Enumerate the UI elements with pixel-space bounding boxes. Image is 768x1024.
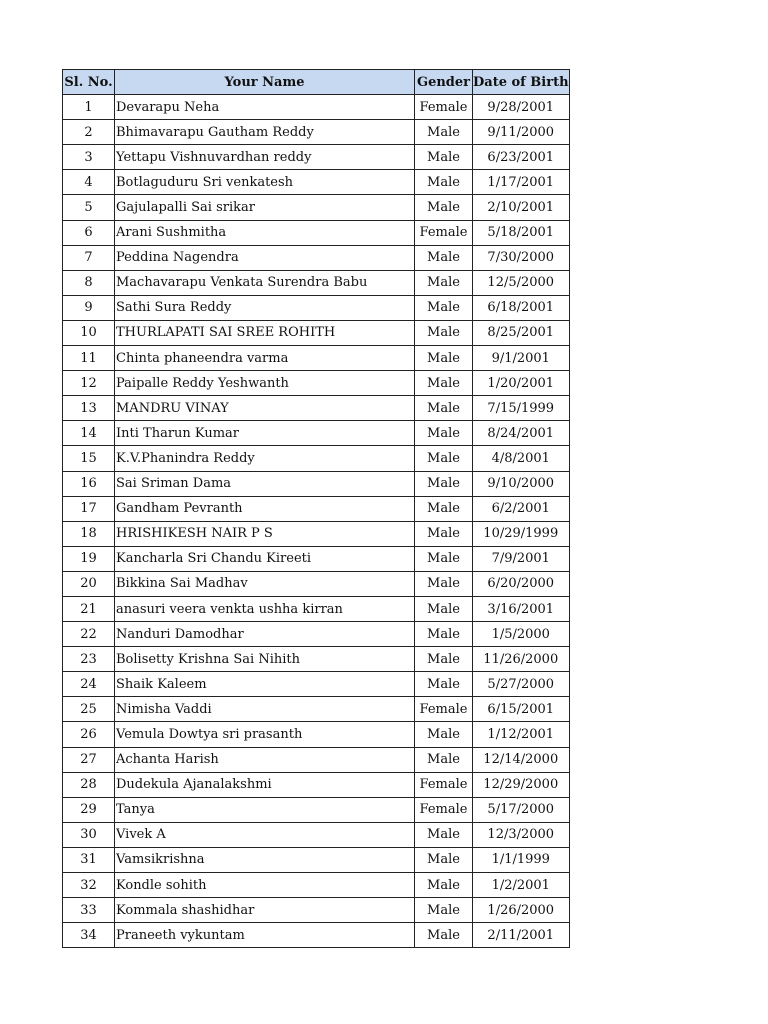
cell-date-of-birth: 5/27/2000 bbox=[473, 672, 570, 697]
cell-name: Botlaguduru Sri venkatesh bbox=[115, 170, 415, 195]
cell-name: Vemula Dowtya sri prasanth bbox=[115, 722, 415, 747]
cell-gender: Male bbox=[415, 170, 473, 195]
cell-gender: Female bbox=[415, 797, 473, 822]
cell-date-of-birth: 1/20/2001 bbox=[473, 371, 570, 396]
cell-sl-no: 4 bbox=[63, 170, 115, 195]
cell-sl-no: 29 bbox=[63, 797, 115, 822]
cell-sl-no: 34 bbox=[63, 923, 115, 948]
cell-gender: Male bbox=[415, 245, 473, 270]
cell-name: Kommala shashidhar bbox=[115, 898, 415, 923]
header-sl-no: Sl. No. bbox=[63, 70, 115, 95]
cell-date-of-birth: 7/9/2001 bbox=[473, 546, 570, 571]
cell-gender: Male bbox=[415, 270, 473, 295]
cell-date-of-birth: 12/5/2000 bbox=[473, 270, 570, 295]
cell-gender: Male bbox=[415, 521, 473, 546]
cell-sl-no: 9 bbox=[63, 295, 115, 320]
table-body bbox=[63, 95, 570, 948]
cell-sl-no: 12 bbox=[63, 371, 115, 396]
cell-name: Machavarapu Venkata Surendra Babu bbox=[115, 270, 415, 295]
cell-name: MANDRU VINAY bbox=[115, 396, 415, 421]
header-your-name: Your Name bbox=[115, 70, 415, 95]
cell-date-of-birth: 1/17/2001 bbox=[473, 170, 570, 195]
table-row bbox=[63, 722, 570, 747]
table-row bbox=[63, 822, 570, 847]
cell-name: Arani Sushmitha bbox=[115, 220, 415, 245]
cell-sl-no: 27 bbox=[63, 747, 115, 772]
cell-gender: Male bbox=[415, 371, 473, 396]
table-row bbox=[63, 747, 570, 772]
header-gender: Gender bbox=[415, 70, 473, 95]
cell-sl-no: 26 bbox=[63, 722, 115, 747]
cell-gender: Male bbox=[415, 496, 473, 521]
table-row bbox=[63, 270, 570, 295]
cell-sl-no: 25 bbox=[63, 697, 115, 722]
cell-sl-no: 2 bbox=[63, 120, 115, 145]
cell-sl-no: 23 bbox=[63, 647, 115, 672]
cell-name: Gandham Pevranth bbox=[115, 496, 415, 521]
cell-name: HRISHIKESH NAIR P S bbox=[115, 521, 415, 546]
cell-gender: Male bbox=[415, 873, 473, 898]
table-row bbox=[63, 873, 570, 898]
cell-sl-no: 10 bbox=[63, 320, 115, 345]
cell-date-of-birth: 6/18/2001 bbox=[473, 295, 570, 320]
cell-name: K.V.Phanindra Reddy bbox=[115, 446, 415, 471]
cell-name: Inti Tharun Kumar bbox=[115, 421, 415, 446]
cell-name: Paipalle Reddy Yeshwanth bbox=[115, 371, 415, 396]
cell-gender: Male bbox=[415, 898, 473, 923]
cell-name: Peddina Nagendra bbox=[115, 245, 415, 270]
cell-date-of-birth: 12/29/2000 bbox=[473, 772, 570, 797]
table-row bbox=[63, 571, 570, 596]
cell-sl-no: 19 bbox=[63, 546, 115, 571]
table-row bbox=[63, 220, 570, 245]
table-row bbox=[63, 797, 570, 822]
cell-name: Gajulapalli Sai srikar bbox=[115, 195, 415, 220]
table-row bbox=[63, 898, 570, 923]
table-row bbox=[63, 647, 570, 672]
table-row bbox=[63, 195, 570, 220]
cell-sl-no: 33 bbox=[63, 898, 115, 923]
cell-name: Bolisetty Krishna Sai Nihith bbox=[115, 647, 415, 672]
cell-name: Devarapu Neha bbox=[115, 95, 415, 120]
student-table bbox=[62, 69, 570, 948]
table-row bbox=[63, 145, 570, 170]
table-row bbox=[63, 371, 570, 396]
cell-date-of-birth: 2/11/2001 bbox=[473, 923, 570, 948]
cell-gender: Male bbox=[415, 747, 473, 772]
table-row bbox=[63, 496, 570, 521]
table-row bbox=[63, 546, 570, 571]
table-row bbox=[63, 772, 570, 797]
cell-gender: Male bbox=[415, 195, 473, 220]
cell-gender: Male bbox=[415, 446, 473, 471]
cell-name: Chinta phaneendra varma bbox=[115, 346, 415, 371]
cell-gender: Male bbox=[415, 145, 473, 170]
table-header-row bbox=[63, 70, 570, 95]
cell-sl-no: 6 bbox=[63, 220, 115, 245]
cell-sl-no: 28 bbox=[63, 772, 115, 797]
cell-date-of-birth: 8/25/2001 bbox=[473, 320, 570, 345]
cell-gender: Male bbox=[415, 120, 473, 145]
cell-sl-no: 24 bbox=[63, 672, 115, 697]
cell-date-of-birth: 11/26/2000 bbox=[473, 647, 570, 672]
cell-gender: Female bbox=[415, 95, 473, 120]
table-row bbox=[63, 471, 570, 496]
cell-gender: Male bbox=[415, 847, 473, 872]
cell-name: Nimisha Vaddi bbox=[115, 697, 415, 722]
student-table-sheet bbox=[62, 69, 570, 948]
cell-sl-no: 11 bbox=[63, 346, 115, 371]
cell-sl-no: 16 bbox=[63, 471, 115, 496]
cell-gender: Male bbox=[415, 822, 473, 847]
cell-sl-no: 1 bbox=[63, 95, 115, 120]
cell-sl-no: 22 bbox=[63, 622, 115, 647]
cell-gender: Male bbox=[415, 320, 473, 345]
cell-name: Yettapu Vishnuvardhan reddy bbox=[115, 145, 415, 170]
cell-sl-no: 17 bbox=[63, 496, 115, 521]
cell-date-of-birth: 8/24/2001 bbox=[473, 421, 570, 446]
cell-date-of-birth: 12/3/2000 bbox=[473, 822, 570, 847]
cell-date-of-birth: 6/20/2000 bbox=[473, 571, 570, 596]
cell-date-of-birth: 2/10/2001 bbox=[473, 195, 570, 220]
cell-gender: Male bbox=[415, 923, 473, 948]
cell-name: anasuri veera venkta ushha kirran bbox=[115, 596, 415, 621]
cell-date-of-birth: 4/8/2001 bbox=[473, 446, 570, 471]
cell-gender: Male bbox=[415, 571, 473, 596]
cell-sl-no: 7 bbox=[63, 245, 115, 270]
cell-gender: Male bbox=[415, 647, 473, 672]
cell-name: Tanya bbox=[115, 797, 415, 822]
table-row bbox=[63, 622, 570, 647]
cell-gender: Male bbox=[415, 396, 473, 421]
cell-sl-no: 18 bbox=[63, 521, 115, 546]
cell-date-of-birth: 1/5/2000 bbox=[473, 622, 570, 647]
cell-gender: Male bbox=[415, 622, 473, 647]
cell-date-of-birth: 5/18/2001 bbox=[473, 220, 570, 245]
cell-sl-no: 5 bbox=[63, 195, 115, 220]
cell-date-of-birth: 1/2/2001 bbox=[473, 873, 570, 898]
cell-date-of-birth: 6/15/2001 bbox=[473, 697, 570, 722]
cell-name: Vivek A bbox=[115, 822, 415, 847]
cell-date-of-birth: 3/16/2001 bbox=[473, 596, 570, 621]
cell-name: Bikkina Sai Madhav bbox=[115, 571, 415, 596]
cell-sl-no: 31 bbox=[63, 847, 115, 872]
cell-name: Nanduri Damodhar bbox=[115, 622, 415, 647]
cell-gender: Male bbox=[415, 346, 473, 371]
cell-date-of-birth: 9/11/2000 bbox=[473, 120, 570, 145]
cell-date-of-birth: 7/30/2000 bbox=[473, 245, 570, 270]
table-row bbox=[63, 170, 570, 195]
cell-sl-no: 13 bbox=[63, 396, 115, 421]
cell-date-of-birth: 1/26/2000 bbox=[473, 898, 570, 923]
cell-name: Sai Sriman Dama bbox=[115, 471, 415, 496]
cell-sl-no: 14 bbox=[63, 421, 115, 446]
cell-name: Vamsikrishna bbox=[115, 847, 415, 872]
cell-gender: Female bbox=[415, 772, 473, 797]
cell-sl-no: 32 bbox=[63, 873, 115, 898]
cell-name: Shaik Kaleem bbox=[115, 672, 415, 697]
cell-gender: Female bbox=[415, 697, 473, 722]
cell-sl-no: 20 bbox=[63, 571, 115, 596]
cell-sl-no: 8 bbox=[63, 270, 115, 295]
cell-gender: Male bbox=[415, 295, 473, 320]
cell-date-of-birth: 6/23/2001 bbox=[473, 145, 570, 170]
cell-gender: Female bbox=[415, 220, 473, 245]
table-row bbox=[63, 421, 570, 446]
cell-gender: Male bbox=[415, 672, 473, 697]
cell-date-of-birth: 10/29/1999 bbox=[473, 521, 570, 546]
table-row bbox=[63, 245, 570, 270]
cell-date-of-birth: 9/1/2001 bbox=[473, 346, 570, 371]
header-date-of-birth: Date of Birth bbox=[473, 70, 570, 95]
table-row bbox=[63, 95, 570, 120]
cell-date-of-birth: 1/1/1999 bbox=[473, 847, 570, 872]
cell-gender: Male bbox=[415, 596, 473, 621]
cell-gender: Male bbox=[415, 722, 473, 747]
cell-name: Achanta Harish bbox=[115, 747, 415, 772]
table-row bbox=[63, 847, 570, 872]
table-row bbox=[63, 120, 570, 145]
table-row bbox=[63, 396, 570, 421]
table-row bbox=[63, 697, 570, 722]
table-row bbox=[63, 320, 570, 345]
cell-name: Dudekula Ajanalakshmi bbox=[115, 772, 415, 797]
table-row bbox=[63, 446, 570, 471]
cell-sl-no: 15 bbox=[63, 446, 115, 471]
cell-name: Sathi Sura Reddy bbox=[115, 295, 415, 320]
cell-name: Kancharla Sri Chandu Kireeti bbox=[115, 546, 415, 571]
cell-date-of-birth: 6/2/2001 bbox=[473, 496, 570, 521]
table-row bbox=[63, 672, 570, 697]
cell-name: Praneeth vykuntam bbox=[115, 923, 415, 948]
table-row bbox=[63, 521, 570, 546]
cell-gender: Male bbox=[415, 421, 473, 446]
cell-sl-no: 3 bbox=[63, 145, 115, 170]
table-row bbox=[63, 346, 570, 371]
cell-name: Bhimavarapu Gautham Reddy bbox=[115, 120, 415, 145]
cell-date-of-birth: 12/14/2000 bbox=[473, 747, 570, 772]
cell-date-of-birth: 9/28/2001 bbox=[473, 95, 570, 120]
cell-gender: Male bbox=[415, 471, 473, 496]
cell-name: Kondle sohith bbox=[115, 873, 415, 898]
cell-gender: Male bbox=[415, 546, 473, 571]
table-row bbox=[63, 596, 570, 621]
cell-date-of-birth: 9/10/2000 bbox=[473, 471, 570, 496]
cell-date-of-birth: 7/15/1999 bbox=[473, 396, 570, 421]
table-row bbox=[63, 295, 570, 320]
cell-sl-no: 21 bbox=[63, 596, 115, 621]
cell-date-of-birth: 1/12/2001 bbox=[473, 722, 570, 747]
table-row bbox=[63, 923, 570, 948]
cell-sl-no: 30 bbox=[63, 822, 115, 847]
cell-date-of-birth: 5/17/2000 bbox=[473, 797, 570, 822]
cell-name: THURLAPATI SAI SREE ROHITH bbox=[115, 320, 415, 345]
